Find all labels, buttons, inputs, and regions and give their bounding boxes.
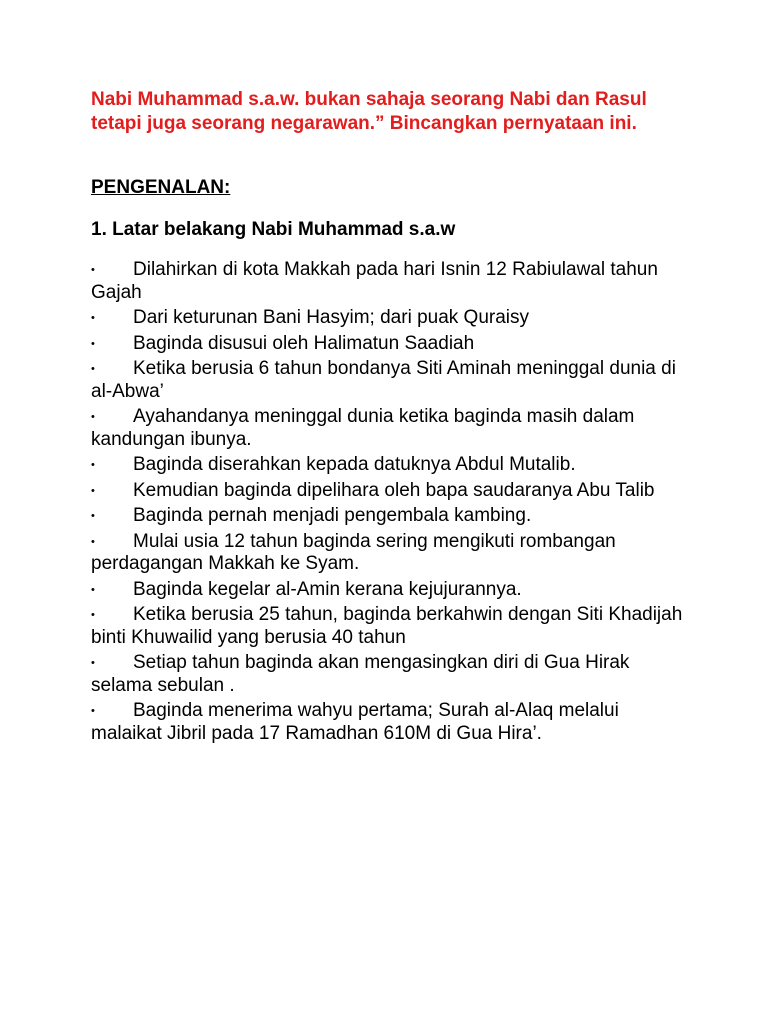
section-heading: PENGENALAN: <box>91 177 231 198</box>
bullet-icon: • <box>91 609 95 621</box>
bullet-icon: • <box>91 484 95 497</box>
bullet-icon: • <box>91 583 95 596</box>
list-item <box>91 579 691 602</box>
bullet-icon: • <box>91 535 95 548</box>
list-item-text: Kemudian baginda dipelihara oleh bapa saudaranya Abu Talib <box>133 479 655 501</box>
list-item-text: Baginda pernah menjadi pengembala kambing. <box>133 505 532 526</box>
list-item-text: Mulai usia 12 tahun baginda sering mengikuti rombangan perdagangan Makkah ke Syam. <box>91 530 616 574</box>
list-item-text: Dari keturunan Bani Hasyim; dari puak Quraisy <box>133 307 530 328</box>
bullet-icon: • <box>91 363 95 375</box>
list-item <box>91 333 691 356</box>
list-item <box>91 454 691 477</box>
list-item-text: Baginda diserahkan kepada datuknya Abdul Mutalib. <box>133 454 576 475</box>
list-item <box>91 505 691 528</box>
bullet-icon: • <box>91 337 95 350</box>
list-item <box>91 358 691 403</box>
list-item <box>91 307 691 330</box>
bullet-icon: • <box>91 510 95 522</box>
document-title: Nabi Muhammad s.a.w. bukan sahaja seorang Nabi dan Rasul tetapi juga seorang negarawan.” Bincangkan pernyataan ini. <box>91 89 647 134</box>
list-item-text: Baginda disusui oleh Halimatun Saadiah <box>133 332 475 354</box>
list-item-text: Baginda kegelar al-Amin kerana kejujurannya. <box>133 578 522 600</box>
list-item-text: Ketika berusia 6 tahun bondanya Siti Aminah meninggal dunia di al-Abwa’ <box>91 358 676 402</box>
bullet-icon: • <box>91 312 95 324</box>
list-item-text: Ketika berusia 25 tahun, baginda berkahwin dengan Siti Khadijah binti Khuwailid yang berusia 40 tahun <box>91 604 683 648</box>
bullet-icon: • <box>91 411 95 423</box>
list-item <box>91 604 691 649</box>
list-item <box>91 480 691 503</box>
bullet-icon: • <box>91 657 95 669</box>
bullet-icon: • <box>91 459 95 471</box>
list-item <box>91 406 691 451</box>
list-item-text: Ayahandanya meninggal dunia ketika baginda masih dalam kandungan ibunya. <box>91 406 635 450</box>
list-item-text: Dilahirkan di kota Makkah pada hari Isnin 12 Rabiulawal tahun Gajah <box>91 259 658 303</box>
list-item-text: Setiap tahun baginda akan mengasingkan diri di Gua Hirak selama sebulan . <box>91 652 630 696</box>
list-item <box>91 652 691 697</box>
list-item <box>91 700 691 745</box>
bullet-list <box>91 259 691 748</box>
list-item <box>91 259 691 304</box>
list-item-text: Baginda menerima wahyu pertama; Surah al-Alaq melalui malaikat Jibril pada 17 Ramadhan 610M di Gua Hira’. <box>91 700 619 744</box>
bullet-icon: • <box>91 264 95 276</box>
subsection-heading: 1. Latar belakang Nabi Muhammad s.a.w <box>91 219 456 240</box>
bullet-icon: • <box>91 705 95 717</box>
list-item <box>91 531 691 576</box>
